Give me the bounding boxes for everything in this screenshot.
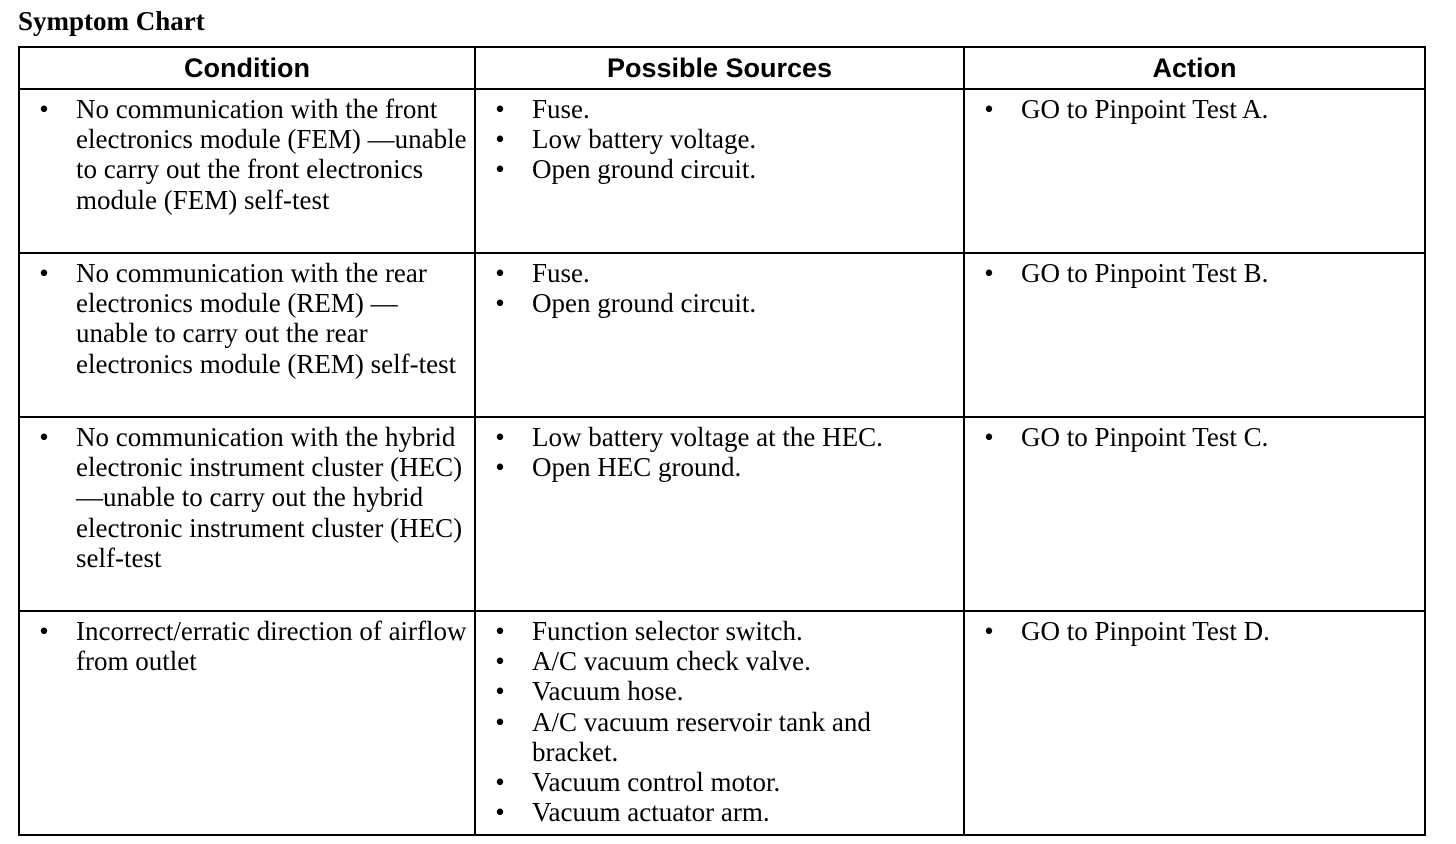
source-item-text: Vacuum actuator arm. — [532, 797, 770, 828]
sources-cell — [475, 253, 964, 417]
condition-item — [20, 616, 468, 676]
bullet-icon: • — [495, 154, 505, 185]
condition-cell — [19, 417, 475, 611]
table-body — [19, 89, 1425, 835]
sources-cell — [475, 89, 964, 253]
action-cell — [964, 611, 1425, 835]
bullet-icon: • — [495, 676, 505, 707]
action-item — [965, 258, 1418, 288]
source-item-text: Fuse. — [532, 258, 590, 288]
source-item — [476, 124, 957, 154]
bullet-icon: • — [495, 452, 505, 483]
page-title: Symptom Chart — [18, 6, 205, 36]
source-item — [476, 616, 957, 646]
condition-cell — [19, 253, 475, 417]
bullet-icon: • — [495, 94, 505, 124]
bullet-icon: • — [984, 94, 994, 124]
sources-cell — [475, 417, 964, 611]
table-row — [19, 253, 1425, 417]
source-item-text: A/C vacuum check valve. — [532, 646, 811, 677]
table-row — [19, 89, 1425, 253]
source-item — [476, 707, 957, 767]
source-item — [476, 154, 957, 184]
bullet-icon: • — [39, 422, 49, 452]
source-item-text: Vacuum control motor. — [532, 767, 781, 798]
condition-cell — [19, 611, 475, 835]
source-item — [476, 288, 957, 318]
sources-list — [476, 258, 957, 318]
header-row — [19, 47, 1425, 89]
condition-list — [20, 616, 468, 676]
condition-item-text: No communication with the front electronics module (FEM) —unable to carry out the front electronics module (FEM) self-test — [76, 94, 467, 215]
table-row — [19, 611, 1425, 835]
bullet-icon: • — [984, 616, 994, 646]
condition-cell — [19, 89, 475, 253]
condition-item-text: No communication with the rear electronics module (REM) —unable to carry out the rear electronics module (REM) self-test — [76, 258, 457, 379]
source-item-text: Vacuum hose. — [532, 676, 684, 707]
bullet-icon: • — [39, 94, 49, 124]
bullet-icon: • — [495, 258, 505, 288]
condition-list — [20, 422, 468, 573]
condition-item — [20, 258, 468, 379]
bullet-icon: • — [984, 422, 994, 452]
action-header: Action — [964, 47, 1425, 89]
source-item — [476, 422, 957, 452]
condition-list — [20, 258, 468, 379]
action-item-text: GO to Pinpoint Test A. — [1021, 94, 1269, 124]
action-item — [965, 616, 1418, 646]
source-item — [476, 94, 957, 124]
action-cell — [964, 417, 1425, 611]
bullet-icon: • — [495, 706, 505, 737]
source-item-text: Fuse. — [532, 94, 590, 124]
source-item — [476, 646, 957, 676]
action-item-text: GO to Pinpoint Test D. — [1021, 616, 1270, 646]
condition-list — [20, 94, 468, 215]
action-item — [965, 94, 1418, 124]
source-item — [476, 452, 957, 482]
bullet-icon: • — [984, 258, 994, 288]
bullet-icon: • — [39, 616, 49, 646]
source-item-text: Function selector switch. — [532, 616, 803, 646]
source-item-text: A/C vacuum reservoir tank and bracket. — [532, 706, 871, 767]
source-item — [476, 767, 957, 797]
source-item — [476, 676, 957, 706]
symptom-table — [18, 46, 1426, 836]
sources-list — [476, 422, 957, 482]
action-list — [965, 422, 1418, 452]
bullet-icon: • — [495, 767, 505, 798]
sources-header: Possible Sources — [475, 47, 964, 89]
bullet-icon: • — [495, 797, 505, 828]
source-item-text: Open ground circuit. — [532, 154, 757, 185]
sources-list — [476, 94, 957, 185]
action-list — [965, 94, 1418, 124]
action-item — [965, 422, 1418, 452]
action-list — [965, 616, 1418, 646]
bullet-icon: • — [495, 288, 505, 319]
condition-item-text: No communication with the hybrid electronic instrument cluster (HEC) —unable to carry out the hybrid electronic instrument cluster (HEC) self-test — [76, 422, 463, 573]
condition-header: Condition — [19, 47, 475, 89]
condition-item — [20, 94, 468, 215]
action-list — [965, 258, 1418, 288]
action-item-text: GO to Pinpoint Test B. — [1021, 258, 1269, 288]
bullet-icon: • — [495, 422, 505, 452]
action-cell — [964, 89, 1425, 253]
bullet-icon: • — [495, 124, 505, 155]
bullet-icon: • — [495, 616, 505, 646]
table-row — [19, 417, 1425, 611]
bullet-icon: • — [495, 646, 505, 677]
condition-item-text: Incorrect/erratic direction of airflow from outlet — [76, 616, 467, 677]
source-item-text: Low battery voltage. — [532, 124, 757, 155]
source-item-text: Open ground circuit. — [532, 288, 757, 319]
bullet-icon: • — [39, 258, 49, 288]
condition-item — [20, 422, 468, 573]
source-item-text: Open HEC ground. — [532, 452, 742, 483]
source-item-text: Low battery voltage at the HEC. — [532, 422, 883, 452]
sources-list — [476, 616, 957, 827]
source-item — [476, 258, 957, 288]
action-item-text: GO to Pinpoint Test C. — [1021, 422, 1269, 452]
action-cell — [964, 253, 1425, 417]
source-item — [476, 797, 957, 827]
sources-cell — [475, 611, 964, 835]
